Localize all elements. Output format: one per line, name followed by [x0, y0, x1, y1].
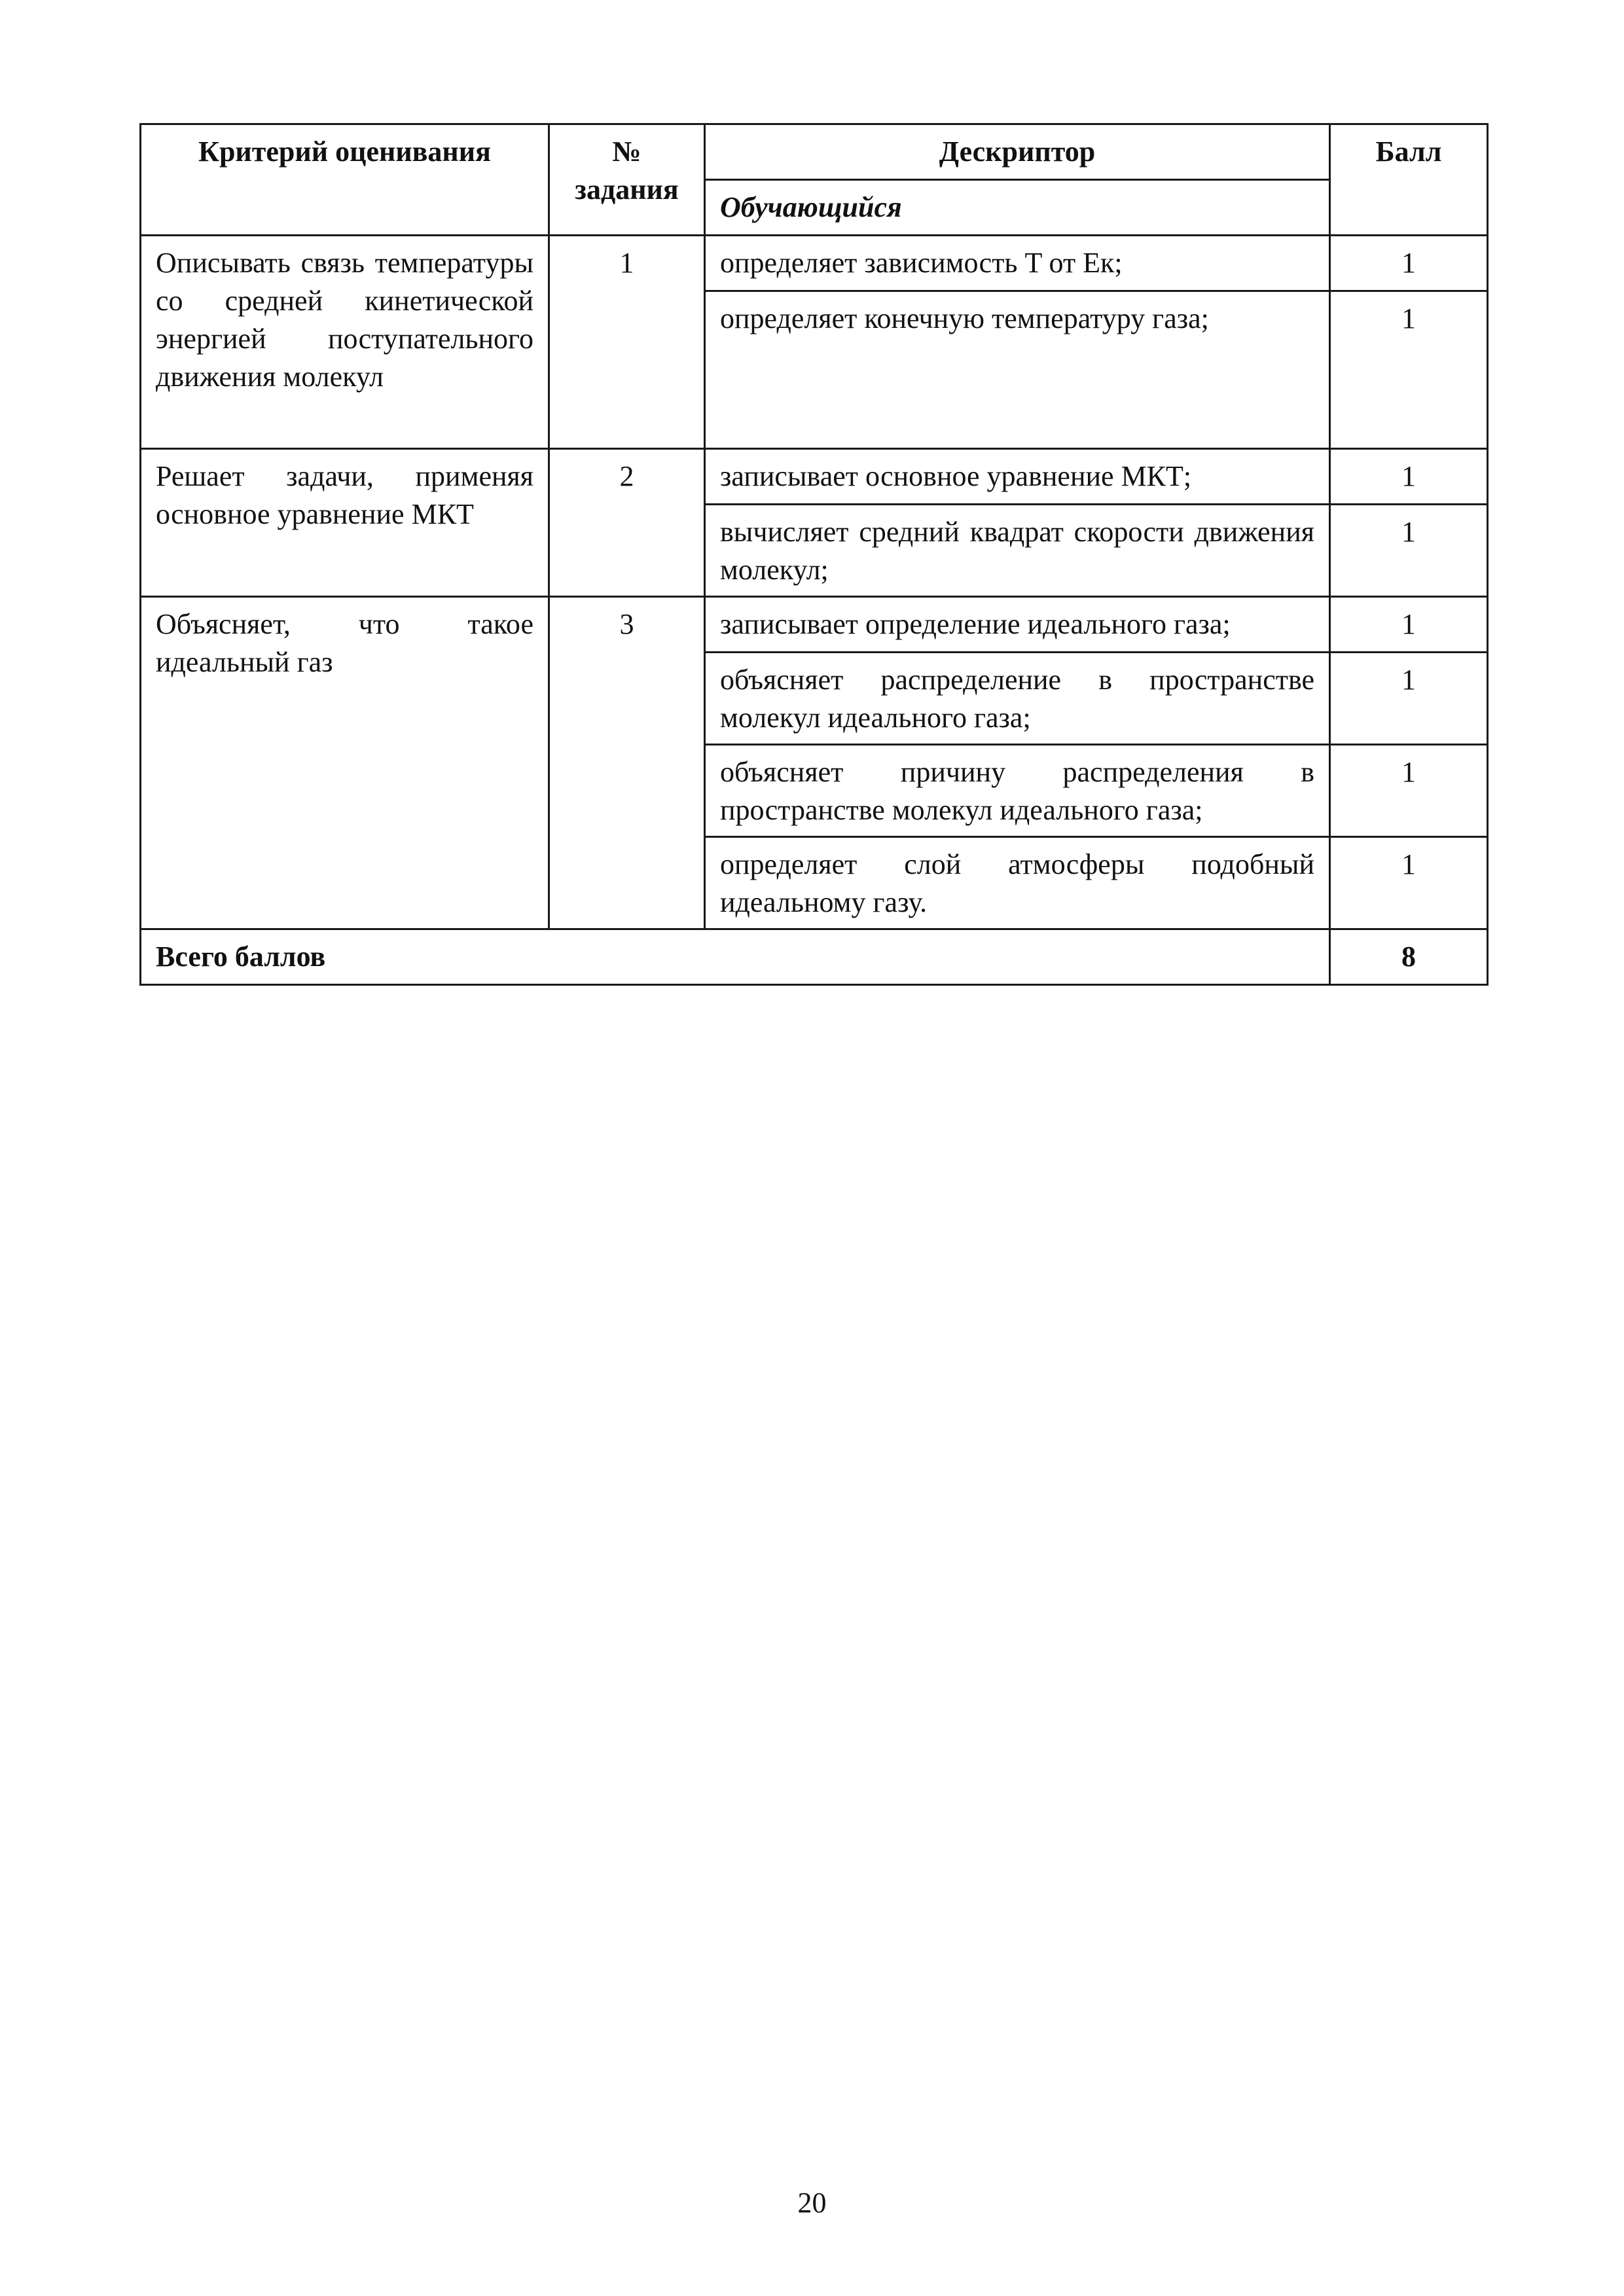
- descriptor-cell: определяет конечную температуру газа;: [705, 291, 1330, 449]
- table-row: [141, 597, 1488, 653]
- header-score: Балл: [1330, 124, 1488, 236]
- descriptor-cell: записывает основное уравнение МКТ;: [705, 449, 1330, 505]
- criterion-cell: Объясняет, что такое идеальный газ: [141, 597, 549, 929]
- table-header-row: [141, 124, 1488, 180]
- header-task-number: № задания: [549, 124, 705, 236]
- table-row: [141, 449, 1488, 505]
- descriptor-cell: объясняет распределение в пространстве молекул идеального газа;: [705, 653, 1330, 745]
- header-criterion: Критерий оценивания: [141, 124, 549, 236]
- descriptor-cell: объясняет причину распределения в пространстве молекул идеального газа;: [705, 745, 1330, 837]
- task-number-cell: 2: [549, 449, 705, 597]
- score-cell: 1: [1330, 291, 1488, 449]
- score-cell: 1: [1330, 653, 1488, 745]
- total-score: 8: [1330, 929, 1488, 985]
- criterion-cell: Описывать связь температуры со средней кинетической энергией поступательного движения молекул: [141, 236, 549, 449]
- score-cell: 1: [1330, 449, 1488, 505]
- total-row: [141, 929, 1488, 985]
- header-descriptor: Дескриптор: [705, 124, 1330, 180]
- score-cell: 1: [1330, 597, 1488, 653]
- score-cell: 1: [1330, 745, 1488, 837]
- score-cell: 1: [1330, 505, 1488, 597]
- descriptor-cell: определяет зависимость T от Eк;: [705, 236, 1330, 291]
- task-number-cell: 1: [549, 236, 705, 449]
- descriptor-cell: вычисляет средний квадрат скорости движения молекул;: [705, 505, 1330, 597]
- criterion-cell: Решает задачи, применяя основное уравнение МКТ: [141, 449, 549, 597]
- task-number-cell: 3: [549, 597, 705, 929]
- score-cell: 1: [1330, 837, 1488, 929]
- assessment-rubric-table: [139, 123, 1489, 986]
- page-number: 20: [797, 2187, 827, 2219]
- descriptor-cell: записывает определение идеального газа;: [705, 597, 1330, 653]
- header-learner: Обучающийся: [705, 180, 1330, 236]
- score-cell: 1: [1330, 236, 1488, 291]
- total-label: Всего баллов: [141, 929, 1330, 985]
- descriptor-cell: определяет слой атмосферы подобный идеальному газу.: [705, 837, 1330, 929]
- table-row: [141, 236, 1488, 291]
